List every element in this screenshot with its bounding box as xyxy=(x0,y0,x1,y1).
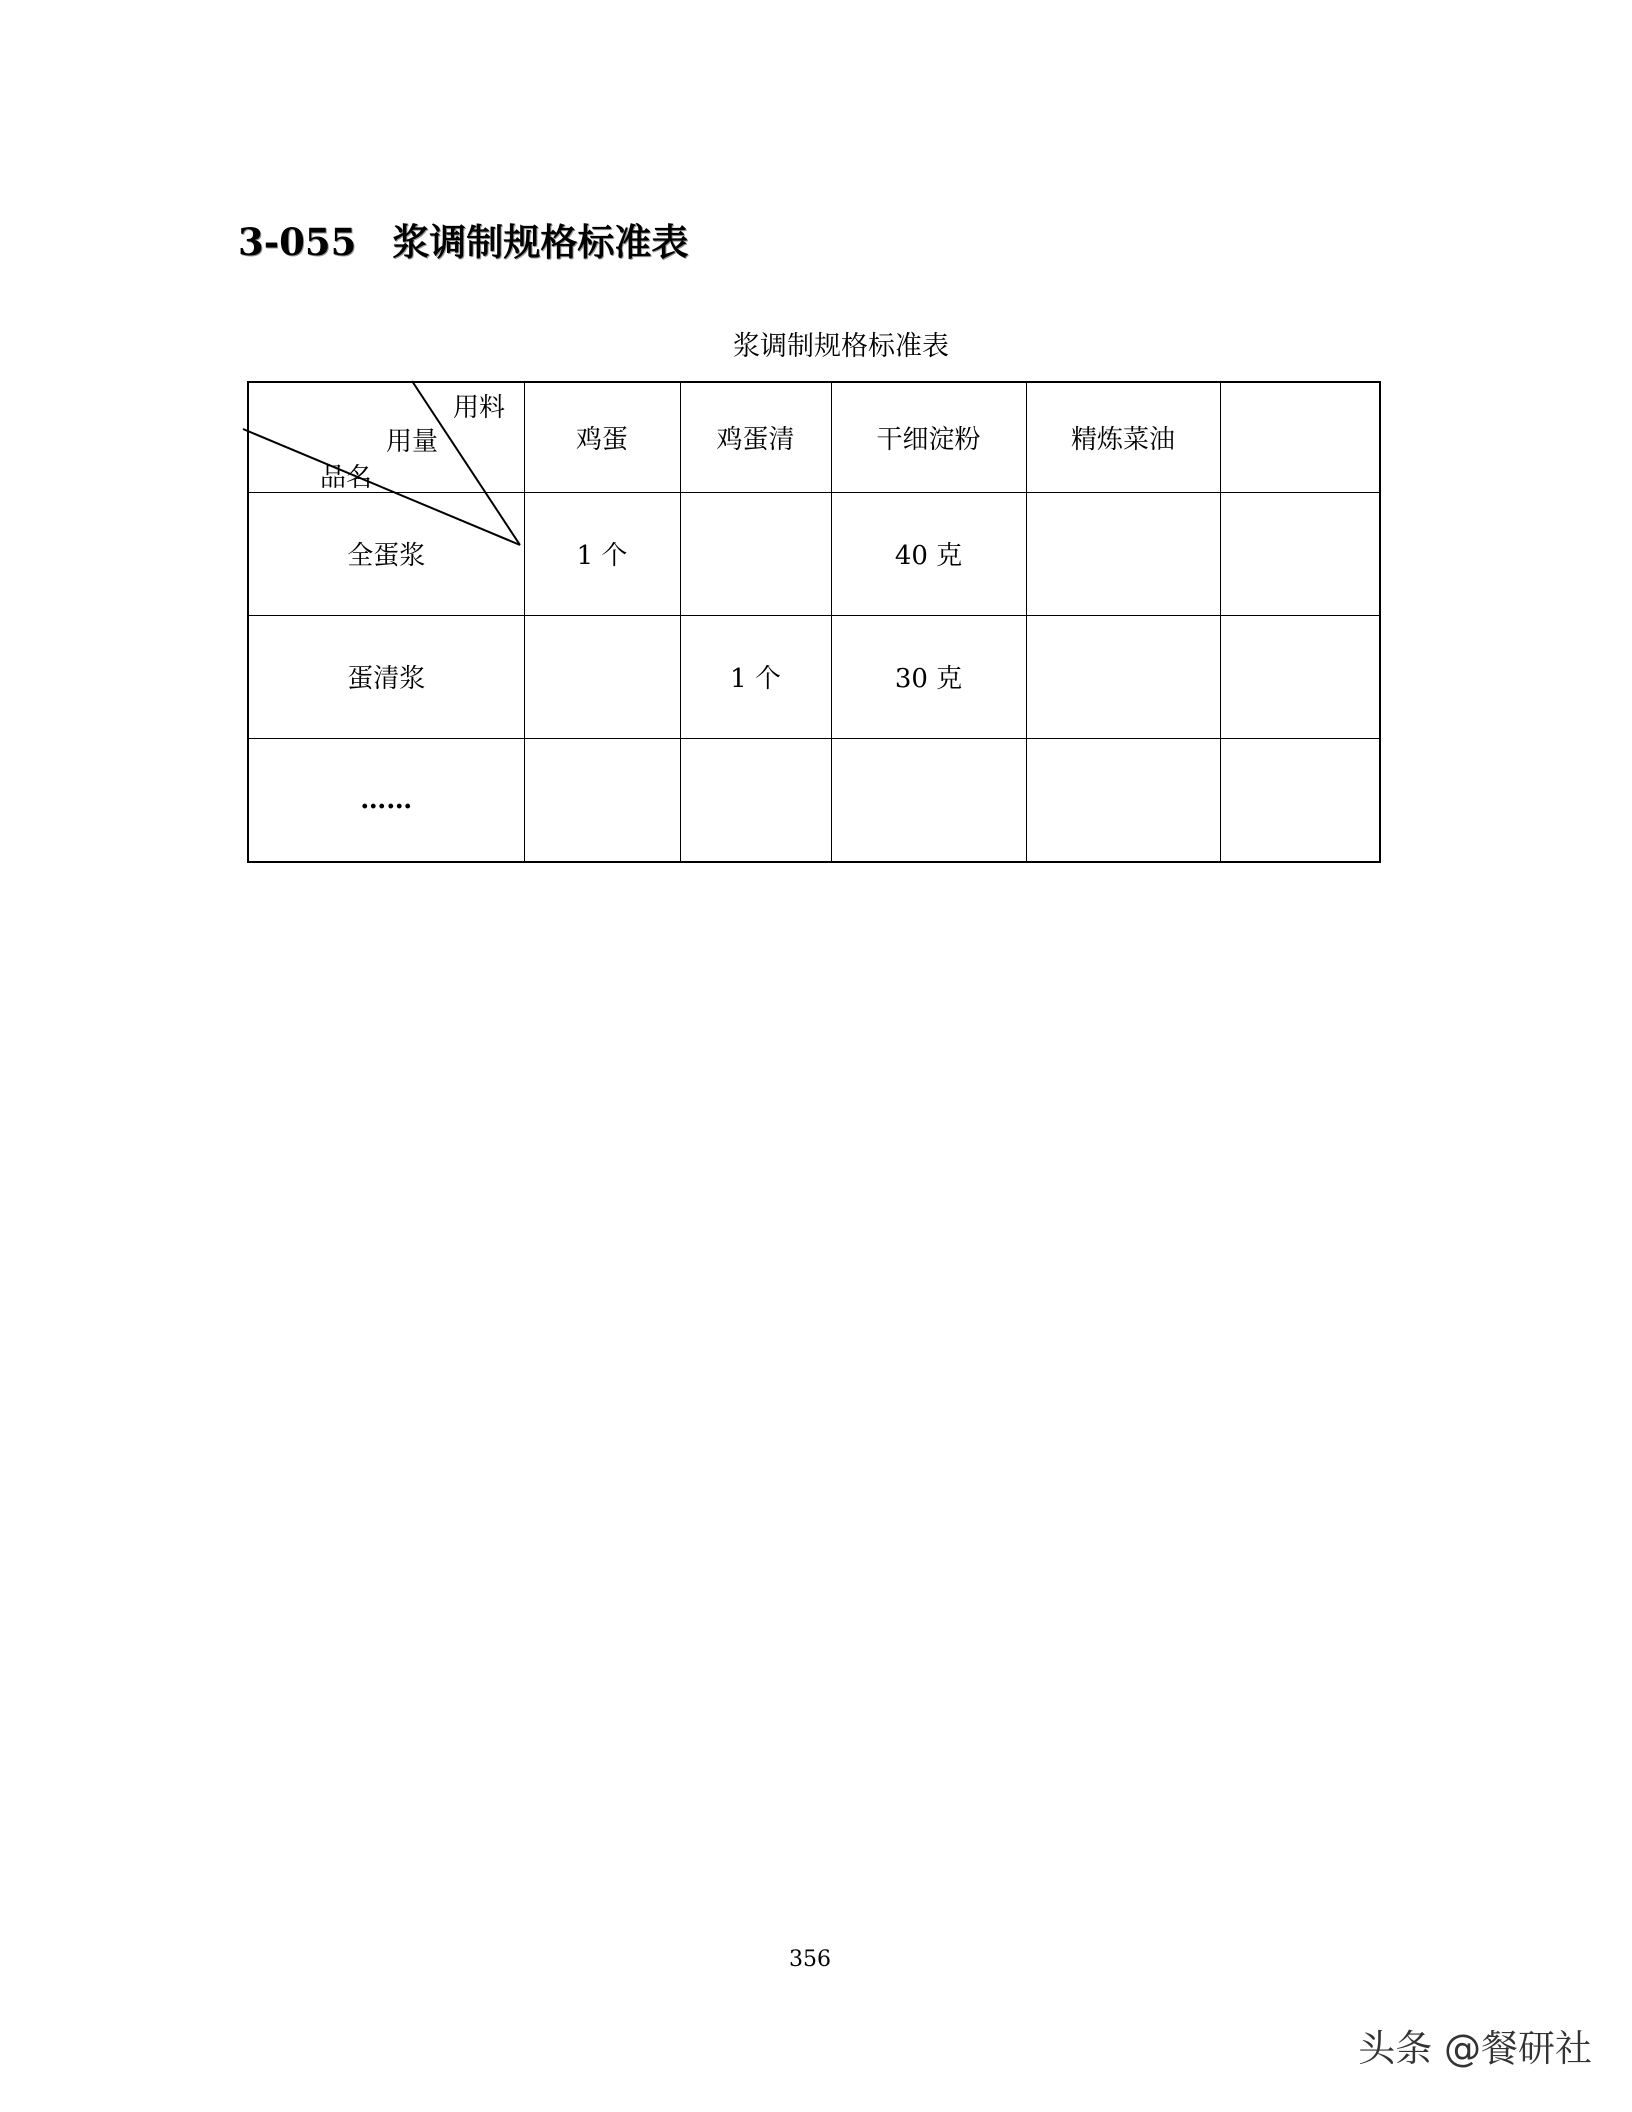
table-cell xyxy=(1220,738,1380,862)
corner-label-ingredients: 用料 xyxy=(453,393,506,423)
table-cell xyxy=(680,492,831,615)
table-cell xyxy=(1026,492,1220,615)
table-cell: 40 克 xyxy=(831,492,1026,615)
table-cell xyxy=(524,615,680,738)
table-cell: 30 克 xyxy=(831,615,1026,738)
table-cell xyxy=(1026,615,1220,738)
table-caption: 浆调制规格标准表 xyxy=(733,331,949,362)
table-row xyxy=(248,738,1380,862)
column-header xyxy=(1220,382,1380,492)
table-header-row xyxy=(248,382,1380,492)
column-header: 鸡蛋 xyxy=(524,382,680,492)
section-title: 浆调制规格标准表 xyxy=(392,220,689,264)
corner-header-cell xyxy=(248,382,524,492)
table-cell xyxy=(1220,615,1380,738)
table-cell xyxy=(1220,492,1380,615)
row-name-cell: 全蛋浆 xyxy=(248,492,524,615)
section-heading xyxy=(238,212,688,266)
row-name-cell: …… xyxy=(248,738,524,862)
page-number: 356 xyxy=(789,1947,831,1972)
table-cell xyxy=(524,738,680,862)
column-header: 干细淀粉 xyxy=(831,382,1026,492)
table-cell xyxy=(1026,738,1220,862)
table-cell xyxy=(831,738,1026,862)
table-row xyxy=(248,615,1380,738)
corner-label-product: 品名 xyxy=(320,463,373,493)
section-code: 3-055 xyxy=(238,220,357,264)
corner-label-amount: 用量 xyxy=(386,427,439,457)
table-cell xyxy=(680,738,831,862)
watermark-text: 头条 @餐研社 xyxy=(1358,2027,1592,2070)
table-cell: 1 个 xyxy=(524,492,680,615)
column-header: 精炼菜油 xyxy=(1026,382,1220,492)
spec-table xyxy=(247,381,1381,863)
table-cell: 1 个 xyxy=(680,615,831,738)
row-name-cell: 蛋清浆 xyxy=(248,615,524,738)
column-header: 鸡蛋清 xyxy=(680,382,831,492)
